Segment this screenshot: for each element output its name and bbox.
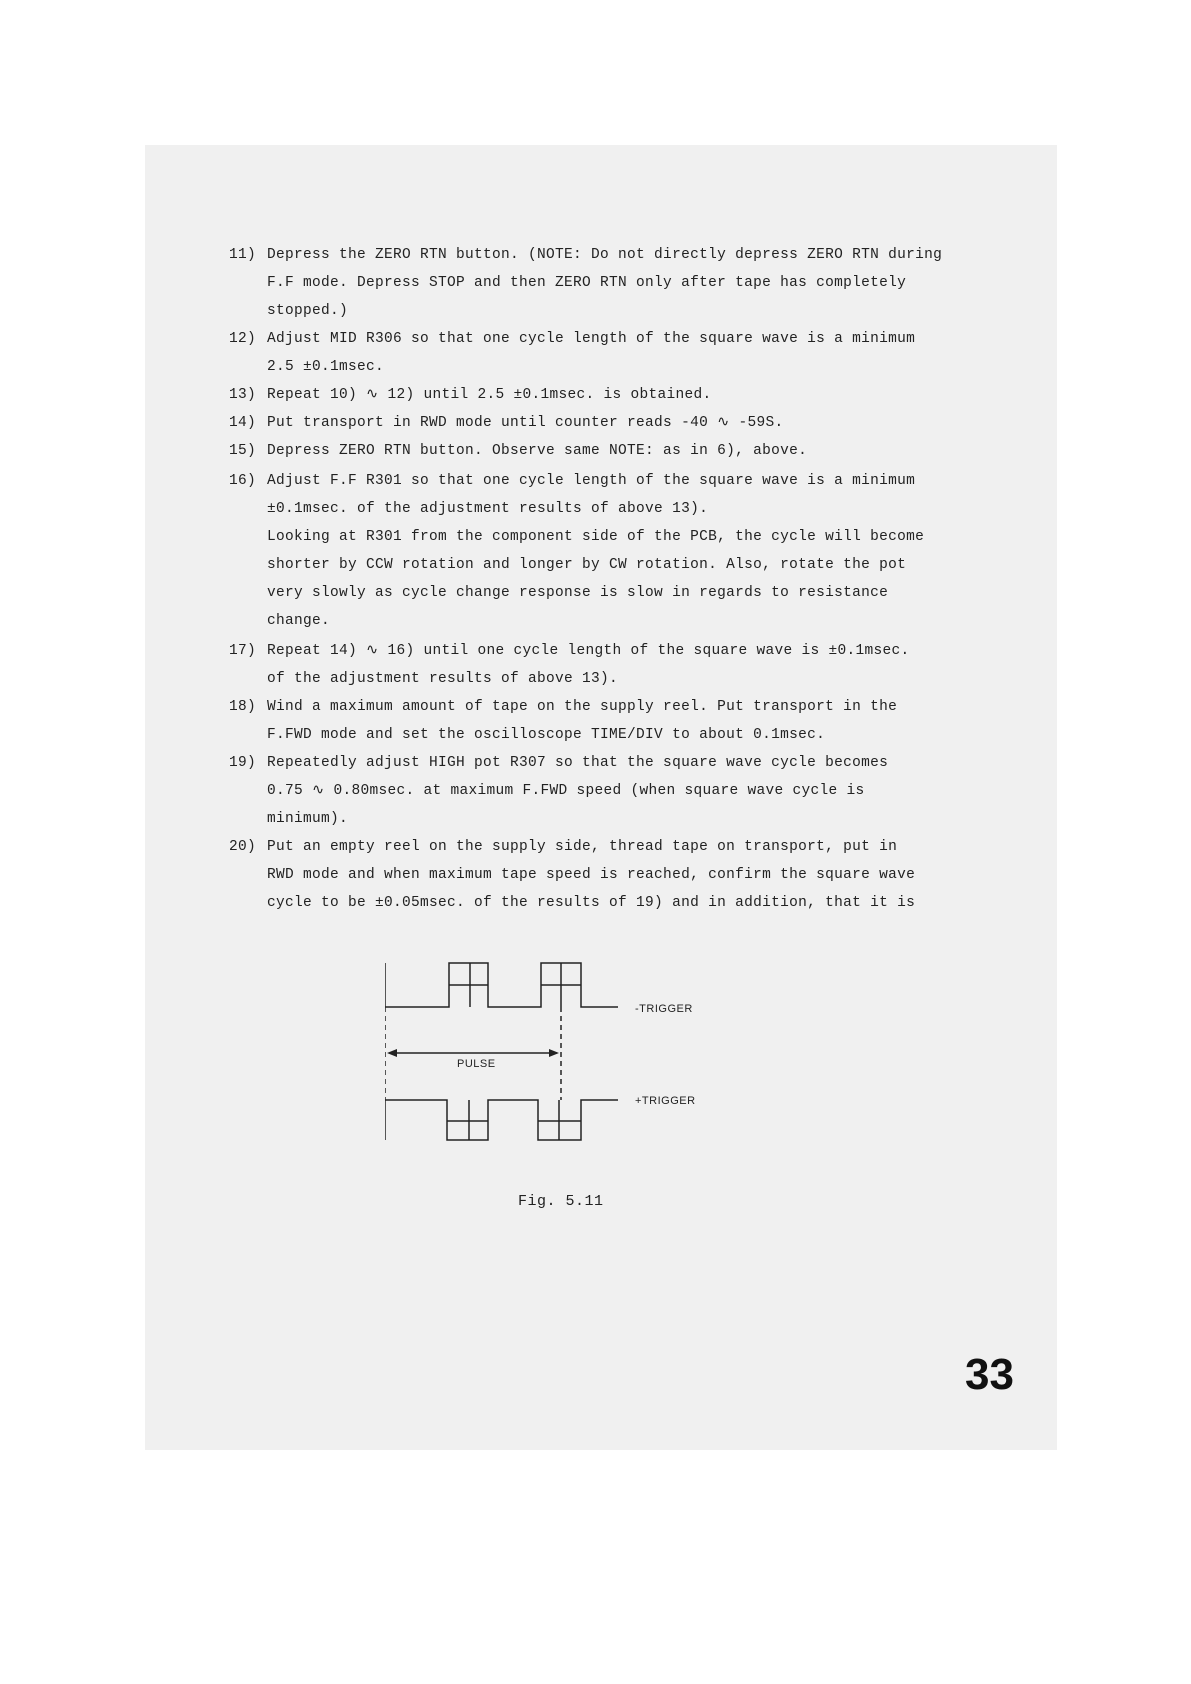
- step-text-line: shorter by CCW rotation and longer by CW rotation. Also, rotate the pot: [267, 557, 907, 573]
- step-text-line: Put transport in RWD mode until counter reads -40 ∿ -59S.: [267, 415, 784, 431]
- step-number: 16): [229, 473, 257, 489]
- step-text-line: Repeat 10) ∿ 12) until 2.5 ±0.1msec. is obtained.: [267, 387, 712, 403]
- step-text-line: Wind a maximum amount of tape on the supply reel. Put transport in the: [267, 699, 898, 715]
- step-17: [229, 637, 989, 693]
- minus-trigger-waveform: [385, 963, 618, 1007]
- step-text-line: 0.75 ∿ 0.80msec. at maximum F.FWD speed (when square wave cycle is: [267, 783, 865, 799]
- step-text-line: F.FWD mode and set the oscilloscope TIME/DIV to about 0.1msec.: [267, 727, 826, 743]
- plus-trigger-label: +TRIGGER: [635, 1095, 696, 1107]
- step-text-line: Adjust F.F R301 so that one cycle length of the square wave is a minimum: [267, 473, 916, 489]
- step-text-line: Looking at R301 from the component side of the PCB, the cycle will become: [267, 529, 925, 545]
- step-12: [229, 325, 989, 381]
- step-text-line: minimum).: [267, 811, 349, 827]
- step-19: [229, 749, 989, 833]
- step-number: 12): [229, 331, 257, 347]
- step-number: 17): [229, 643, 257, 659]
- step-text-line: F.F mode. Depress STOP and then ZERO RTN only after tape has completely: [267, 275, 907, 291]
- step-text-line: RWD mode and when maximum tape speed is reached, confirm the square wave: [267, 867, 916, 883]
- trigger-pulse-diagram: [385, 955, 745, 1155]
- step-number: 13): [229, 387, 257, 403]
- step-text-line: Adjust MID R306 so that one cycle length of the square wave is a minimum: [267, 331, 916, 347]
- step-text-line: Repeatedly adjust HIGH pot R307 so that the square wave cycle becomes: [267, 755, 889, 771]
- pulse-arrow-left: [387, 1049, 397, 1057]
- pulse-label: PULSE: [457, 1058, 496, 1070]
- plus-trigger-cell-2: [538, 1100, 581, 1140]
- step-text-line: Depress ZERO RTN button. Observe same NOTE: as in 6), above.: [267, 443, 808, 459]
- step-text-line: Put an empty reel on the supply side, thread tape on transport, put in: [267, 839, 898, 855]
- step-number: 15): [229, 443, 257, 459]
- step-16: [229, 467, 989, 635]
- step-number: 14): [229, 415, 257, 431]
- minus-trigger-cell-2: [541, 963, 581, 1007]
- step-text-line: Depress the ZERO RTN button. (NOTE: Do not directly depress ZERO RTN during: [267, 247, 943, 263]
- minus-trigger-label: -TRIGGER: [635, 1003, 693, 1015]
- step-number: 18): [229, 699, 257, 715]
- step-number: 19): [229, 755, 257, 771]
- step-number: 20): [229, 839, 257, 855]
- plus-trigger-cell-1: [447, 1100, 488, 1140]
- step-text-line: Repeat 14) ∿ 16) until one cycle length of the square wave is ±0.1msec.: [267, 643, 910, 659]
- figure-caption: Fig. 5.11: [518, 1193, 604, 1210]
- step-text-line: cycle to be ±0.05msec. of the results of 19) and in addition, that it is: [267, 895, 916, 911]
- step-text-line: of the adjustment results of above 13).: [267, 671, 619, 687]
- minus-trigger-cell-1: [449, 963, 488, 1007]
- step-text-line: very slowly as cycle change response is slow in regards to resistance: [267, 585, 889, 601]
- step-text-line: stopped.): [267, 303, 349, 319]
- step-11: [229, 241, 989, 325]
- step-15: [229, 437, 989, 465]
- step-18: [229, 693, 989, 749]
- step-text-line: ±0.1msec. of the adjustment results of above 13).: [267, 501, 709, 517]
- plus-trigger-waveform: [385, 1100, 618, 1140]
- document-page: [145, 145, 1057, 1450]
- page-number: 33: [965, 1350, 1014, 1399]
- step-14: [229, 409, 989, 437]
- step-13: [229, 381, 989, 409]
- step-text-line: change.: [267, 613, 331, 629]
- pulse-arrow-right: [549, 1049, 559, 1057]
- step-text-line: 2.5 ±0.1msec.: [267, 359, 385, 375]
- step-20: [229, 833, 989, 917]
- step-number: 11): [229, 247, 257, 263]
